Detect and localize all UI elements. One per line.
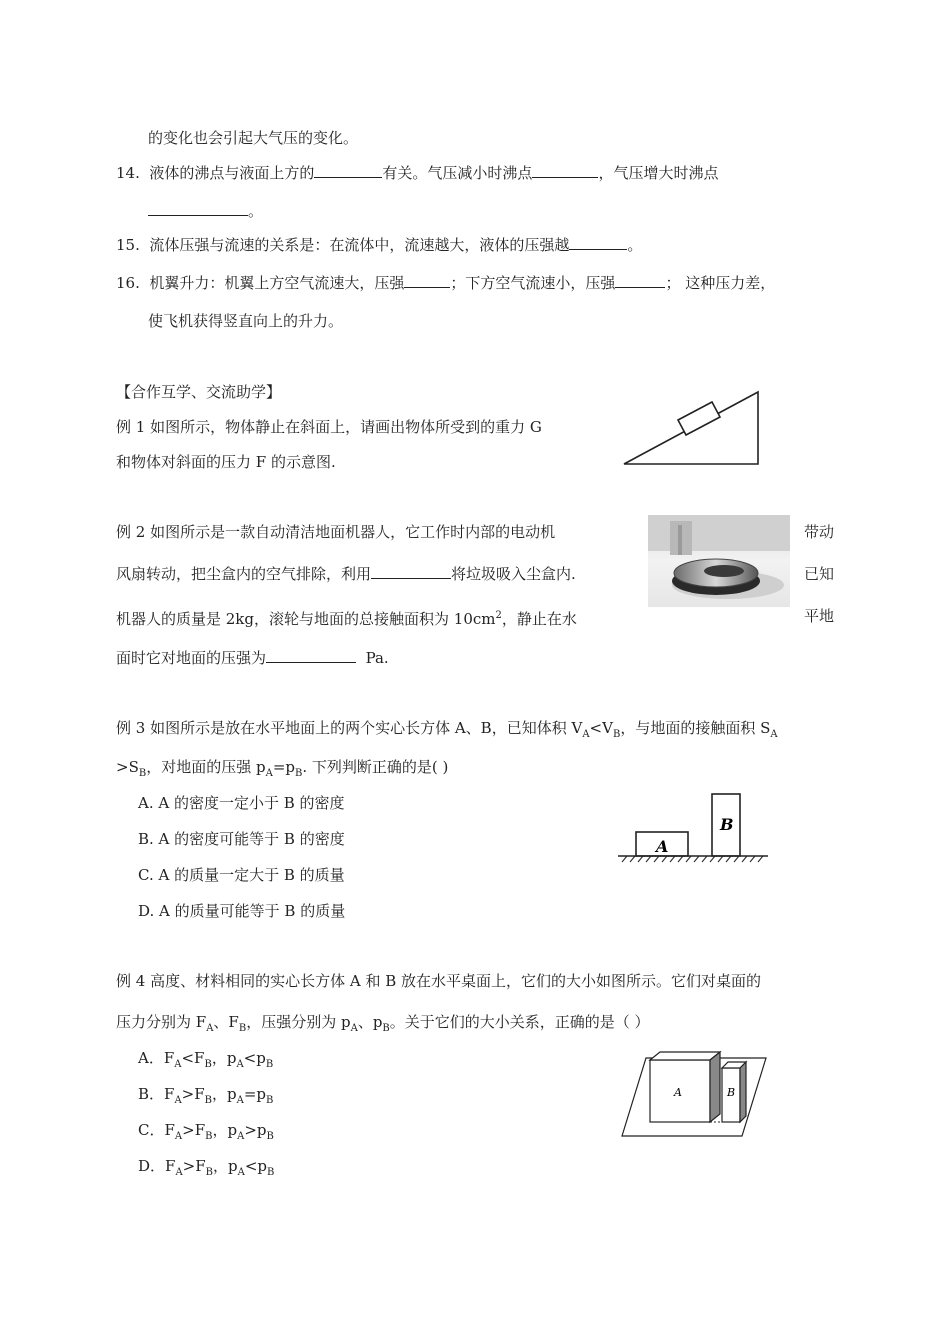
opt-text: =p — [243, 1085, 267, 1103]
opt-text: <p — [244, 1157, 268, 1175]
opt-sub: B — [265, 1059, 274, 1070]
ex4-option-c[interactable] — [138, 1120, 274, 1147]
q14-blank-2[interactable] — [532, 163, 598, 178]
block-a-label: A — [656, 837, 669, 856]
ex3-text-f: =p — [272, 758, 295, 776]
ex2-blank-1[interactable] — [371, 564, 451, 579]
opt-text: A．F — [138, 1049, 175, 1067]
q15-number: 15. — [116, 236, 140, 254]
ex3-sub-3: A — [770, 729, 778, 740]
ex2-text-e: 面时它对地面的压强为 — [116, 649, 267, 667]
q16-number: 16. — [116, 274, 140, 292]
opt-sub: B — [267, 1167, 275, 1178]
q16-blank-2[interactable] — [615, 273, 665, 288]
ex3-text-c: ，与地面的接触面积 S — [620, 719, 771, 737]
opt-sub: B — [205, 1167, 214, 1178]
opt-sub: A — [174, 1095, 182, 1106]
opt-sub: A — [174, 1131, 183, 1142]
ex4-option-d[interactable] — [138, 1156, 274, 1183]
ex3-option-c[interactable]: C. A 的质量一定大于 B 的质量 — [138, 866, 345, 884]
opt-text: D．F — [138, 1157, 176, 1175]
example-2-line-1: 例 2 如图所示是一款自动清洁地面机器人，它工作时内部的电动机 — [116, 523, 556, 541]
opt-sub: B — [205, 1131, 213, 1142]
example-3-line-1 — [116, 718, 778, 745]
incline-figure — [618, 386, 764, 468]
example-4-line-2 — [116, 1012, 650, 1039]
example-3-line-2 — [116, 757, 448, 784]
opt-sub: A — [236, 1059, 244, 1070]
block-a-side — [710, 1052, 720, 1122]
block-a-label: A — [674, 1086, 682, 1099]
ex4-sub-2: B — [238, 1023, 247, 1034]
ex2-text-d: ，静止在水 — [501, 610, 577, 628]
ex4-sub-4: B — [382, 1023, 390, 1034]
q14-number: 14. — [116, 164, 140, 182]
block-a-top — [650, 1052, 720, 1060]
question-14 — [116, 163, 718, 183]
example-4-line-1: 例 4 高度、材料相同的实心长方体 A 和 B 放在水平桌面上，它们的大小如图所示。它们对桌面的 — [116, 972, 762, 990]
ex4-sub-1: A — [206, 1023, 214, 1034]
q14-text-a: 液体的沸点与液面上方的 — [149, 164, 315, 182]
ex4-text-d: 、p — [357, 1013, 383, 1031]
ex3-option-d[interactable]: D. A 的质量可能等于 B 的质量 — [138, 902, 346, 920]
q14-text-c: ，气压增大时沸点 — [598, 164, 719, 182]
opt-sub: B — [204, 1059, 212, 1070]
opt-sub: B — [204, 1095, 213, 1106]
blocks-on-ground-figure — [618, 790, 768, 866]
blocks-on-table-figure — [618, 1048, 770, 1140]
example-2-line-4 — [116, 648, 389, 668]
q16-text-b: ；下方空气流速小，压强 — [450, 274, 616, 292]
opt-text: >F — [182, 1157, 206, 1175]
question-16 — [116, 273, 775, 293]
q16-text-c: ； 这种压力差， — [665, 274, 776, 292]
ex3-text-a: 例 3 如图所示是放在水平地面上的两个实心长方体 A、B，已知体积 V — [116, 719, 583, 737]
opt-text: >F — [181, 1085, 205, 1103]
opt-sub: A — [237, 1167, 245, 1178]
question-15 — [116, 235, 642, 255]
ex2-text-f: Pa. — [365, 649, 389, 667]
opt-text: <F — [181, 1049, 205, 1067]
q15-text-a: 流体压强与流速的关系是：在流体中，流速越大，液体的压强越 — [149, 236, 570, 254]
opt-text: B．F — [138, 1085, 175, 1103]
ex2-text-b: 将垃圾吸入尘盒内. — [451, 565, 576, 583]
ex2-sup: 2 — [495, 610, 502, 621]
opt-text: <p — [243, 1049, 266, 1067]
opt-text: ，p — [213, 1157, 238, 1175]
opt-text: >p — [244, 1121, 267, 1139]
block-on-incline — [678, 402, 720, 435]
opt-text: C．F — [138, 1121, 175, 1139]
opt-sub: A — [174, 1059, 182, 1070]
ex2-text-a: 风扇转动，把尘盒内的空气排除，利用 — [116, 565, 372, 583]
ex3-text-e: ，对地面的压强 p — [146, 758, 266, 776]
example-1-line-1: 例 1 如图所示，物体静止在斜面上，请画出物体所受到的重力 G — [116, 418, 542, 436]
q14-text-d: 。 — [248, 202, 264, 220]
section-heading: 【合作互学、交流助学】 — [116, 383, 282, 401]
example-2-line-3 — [116, 606, 577, 629]
intro-tail: 的变化也会引起大气压的变化。 — [148, 129, 359, 147]
ex3-sub-6: B — [295, 768, 303, 779]
example-2-line-3-tail: 平地 — [804, 607, 835, 625]
opt-text: ，p — [211, 1049, 237, 1067]
opt-sub: A — [236, 1095, 244, 1106]
opt-text: ，p — [212, 1121, 238, 1139]
example-2-line-2 — [116, 564, 576, 584]
example-2-line-1-tail: 带动 — [804, 523, 835, 541]
opt-sub: A — [175, 1167, 183, 1178]
ex2-blank-2[interactable] — [266, 648, 356, 663]
block-b-label: B — [727, 1086, 736, 1099]
q15-text-b: 。 — [627, 236, 643, 254]
q14-blank-3[interactable] — [148, 201, 248, 216]
q16-text-a: 机翼升力：机翼上方空气流速大，压强 — [149, 274, 405, 292]
ex3-option-b[interactable]: B. A 的密度可能等于 B 的密度 — [138, 830, 345, 848]
opt-text: ，p — [212, 1085, 237, 1103]
ex4-text-e: 。关于它们的大小关系，正确的是（ ） — [389, 1013, 650, 1031]
ex4-text-b: 、F — [213, 1013, 239, 1031]
question-16-cont: 使飞机获得竖直向上的升力。 — [148, 312, 344, 330]
ex3-option-a[interactable]: A. A 的密度一定小于 B 的密度 — [138, 794, 345, 812]
question-14-cont — [148, 201, 263, 221]
q14-blank-1[interactable] — [314, 163, 382, 178]
ex3-sub-1: A — [582, 729, 590, 740]
ex4-option-a[interactable] — [138, 1048, 273, 1075]
ex3-text-b: <V — [589, 719, 613, 737]
q16-blank-1[interactable] — [404, 273, 450, 288]
opt-sub: B — [266, 1131, 274, 1142]
ex4-option-b[interactable] — [138, 1084, 273, 1111]
block-b-side — [740, 1062, 746, 1122]
ex3-sub-5: A — [265, 768, 273, 779]
ex4-text-c: ，压强分别为 p — [246, 1013, 351, 1031]
example-1-line-2: 和物体对斜面的压力 F 的示意图. — [116, 453, 336, 471]
ex4-sub-3: A — [350, 1023, 358, 1034]
ex2-text-c: 机器人的质量是 2kg，滚轮与地面的总接触面积为 10cm — [116, 610, 496, 628]
opt-text: >F — [182, 1121, 206, 1139]
ex3-sub-2: B — [612, 729, 621, 740]
ex4-text-a: 压力分别为 F — [116, 1013, 207, 1031]
block-b-label: B — [720, 815, 734, 834]
opt-sub: A — [237, 1131, 245, 1142]
ex3-sub-4: B — [138, 768, 147, 779]
opt-sub: B — [266, 1095, 274, 1106]
q14-text-b: 有关。气压减小时沸点 — [382, 164, 533, 182]
ex3-text-g: . 下列判断正确的是( ) — [302, 758, 449, 776]
ex3-text-d: >S — [116, 758, 139, 776]
example-2-line-2-tail: 已知 — [804, 565, 835, 583]
q15-blank[interactable] — [569, 235, 627, 250]
robot-vacuum-photo — [648, 515, 790, 607]
